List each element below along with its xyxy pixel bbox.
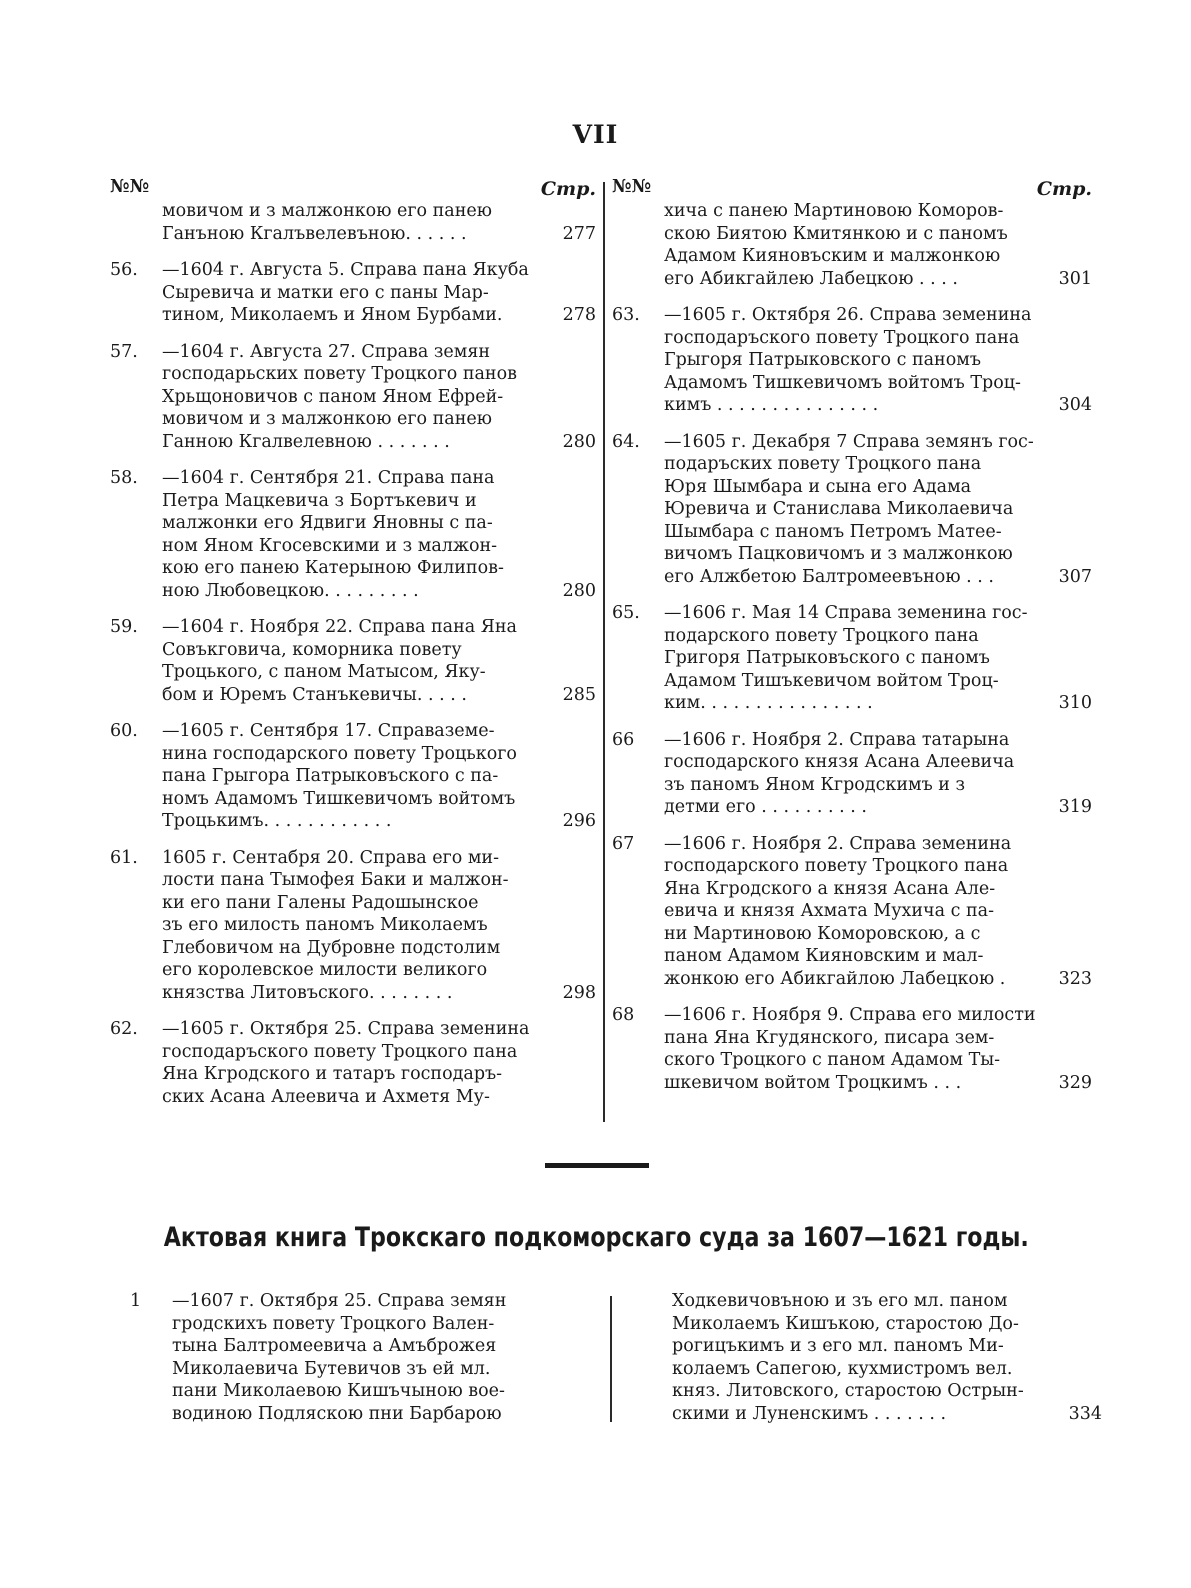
entry-text: хича с панею Мартиновою Коморов- скою Биятою Кмитянкою и с паномъ Адамом Кияновъским и малжонкою его Абикгайлею Лабецкою . . . . (664, 201, 1008, 289)
entry-number: 57. (110, 341, 138, 362)
toc-entry (612, 602, 1092, 715)
entry-page: 278 (562, 305, 596, 325)
entry-page: 329 (1058, 1072, 1092, 1093)
left-column (110, 176, 596, 1122)
entry-text: мовичом и з малжонкою его панею Ганъною Кгалъвелевъною. . . . . . (162, 201, 492, 244)
entry-text: —1606 г. Ноября 2. Справа татарына господарского князя Асана Алеевича зъ паномъ Яном Кгродскимъ и з детми его . . . . . . . . . . (664, 729, 1015, 817)
toc-entry (110, 1018, 596, 1108)
entry-text: —1605 г. Октября 26. Справа земенина господаръского повету Троцкого пана Грыгоря Патрыковского с паномъ Адамомъ Тишкевичомъ войтомъ Троц- кимъ . . . . . . . . . . . . . . . (664, 305, 1032, 415)
entry-text: Ходкевичовъною и зъ его мл. паном Миколаемъ Кишъкою, старостою До- рогицъкимъ и з его мл. паномъ Ми- колаемъ Сапегою, кухмистромъ вел. княз. Литовского, старостою Острын- скими и Луненскимъ . . . . . . . (672, 1291, 1024, 1424)
entry-number: 67 (612, 833, 635, 854)
entry-page: 285 (562, 684, 596, 705)
toc-entry (110, 200, 596, 245)
toc-entry (110, 720, 596, 833)
numbers-label: №№ (110, 176, 150, 197)
page-label: Стр. (1036, 178, 1092, 200)
entry-number: 59. (110, 617, 138, 637)
toc-entry (110, 616, 596, 706)
entry-page: 280 (562, 431, 596, 452)
toc-entry (612, 431, 1092, 589)
entry-text: —1606 г. Ноября 2. Справа земенина господарского повету Троцкого пана Яна Кгродского а князя Асана Але- евича и князя Ахмата Мухича с па- ни Мартиновою Коморовскою, а с паном Адамом Кияновским и мал- жонкою его Абикгайлою Лабецкою . (664, 833, 1012, 989)
entry-page: 298 (562, 982, 596, 1003)
entry-number: 66 (612, 729, 635, 750)
entry-page: 280 (562, 580, 596, 601)
section-divider-rule (545, 1163, 649, 1168)
bottom-right-entry (640, 1290, 1102, 1425)
entry-text: 1605 г. Сентабря 20. Справа его ми- лости пана Тымофея Баки и малжон- ки его пани Галены Радошынское зъ его милость паномъ Миколаемъ Глебовичом на Дубровне подстолим его королевское милости великого князства Литовъского. . . . . . . . (162, 847, 509, 1003)
toc-entry (110, 847, 596, 1005)
entry-text: —1605 г. Декабря 7 Справа земянъ гос- подаръских повету Троцкого пана Юря Шымбара и сына его Адама Юревича и Станислава Миколаевича Шымбара с паномъ Петромъ Матее- вичомъ Пацковичомъ и з малжонкою его Алжбетою Балтромеевъною . . . (664, 431, 1034, 587)
entry-page: 334 (1068, 1403, 1102, 1424)
entry-number: 63. (612, 305, 640, 325)
entry-page: 307 (1058, 566, 1092, 587)
entry-text: —1607 г. Октября 25. Справа земян гродскихъ повету Троцкого Вален- тына Балтромеевича а Амъброжея Миколаевича Бутевичов зъ ей мл. пани Миколаевою Кишъчыною вое- водиною Подляскою пни Барбарою (172, 1291, 507, 1424)
toc-entry (110, 467, 596, 602)
bottom-left-entry (130, 1290, 570, 1425)
entry-text: —1605 г. Октября 25. Справа земенина господаръского повету Троцкого пана Яна Кгродского и татаръ господаръ- ских Асана Алеевича и Ахметя Му- (162, 1019, 530, 1107)
entry-text: —1604 г. Августа 27. Справа земян господарьских повету Троцкого панов Хрьщоновичов с паном Яном Ефрей- мовичом и з малжонкою его панею Ганною Кгалвелевною . . . . . . . (162, 341, 517, 452)
entry-text: —1605 г. Сентября 17. Справаземе- нина господарского повету Троцького пана Грыгора Патрыковъского с па- номъ Адамомъ Тишкевичомъ войтомъ Троцькимъ. . . . . . . . . . . . (162, 721, 517, 831)
entry-number: 64. (612, 431, 640, 452)
numbers-label: №№ (612, 176, 652, 197)
entry-number: 56. (110, 260, 138, 280)
toc-entry (612, 729, 1092, 819)
entry-text: —1606 г. Ноября 9. Справа его милости пана Яна Кгудянского, писара зем- ского Троцкого с паном Адамом Ты- шкевичом войтом Троцкимъ . . . (664, 1005, 1036, 1093)
entry-number: 65. (612, 603, 640, 623)
right-column-header (612, 176, 1092, 200)
entry-page: 319 (1058, 797, 1092, 817)
entry-page: 301 (1058, 268, 1092, 289)
page-label: Стр. (540, 178, 596, 200)
entry-number: 1 (130, 1291, 142, 1311)
entry-number: 62. (110, 1019, 138, 1039)
entry-page: 310 (1058, 693, 1092, 713)
entry-number: 68 (612, 1005, 635, 1025)
toc-entry (110, 341, 596, 454)
entry-text: —1604 г. Августа 5. Справа пана Якуба Сыревича и матки его с паны Мар- тином, Миколаемъ и Яном Бурбами. (162, 260, 529, 325)
toc-entry (612, 304, 1092, 417)
entry-page: 296 (562, 811, 596, 831)
entry-text: —1606 г. Мая 14 Справа земенина гос- подарского повету Троцкого пана Григоря Патрыковъского с паномъ Адамом Тишъкевичом войтом Троц- ким. . . . . . . . . . . . . . . . (664, 603, 1028, 713)
column-divider (603, 182, 605, 1122)
entry-number: 58. (110, 468, 138, 488)
column-divider (610, 1296, 612, 1422)
entry-page: 304 (1058, 395, 1092, 415)
entry-text: —1604 г. Сентября 21. Справа пана Петра Мацкевича з Бортъкевич и малжонки его Ядвиги Яновны с па- ном Яном Кгосевскими и з малжон- кою его панею Катерыною Филипов- ною Любовецкою. . . . . . . . . (162, 468, 504, 601)
toc-entry (612, 1004, 1092, 1094)
toc-entry (612, 833, 1092, 991)
toc-entry (110, 259, 596, 327)
left-column-header (110, 176, 596, 200)
toc-entry (612, 200, 1092, 290)
entry-page: 277 (562, 223, 596, 244)
section-title: Актовая книга Трокскаго подкоморскаго суда за 1607—1621 годы. (163, 1222, 1029, 1253)
entry-number: 61. (110, 847, 138, 868)
entry-text: —1604 г. Ноября 22. Справа пана Яна Совъкговича, коморника повету Троцького, с паном Матысом, Яку- бом и Юремъ Станъкевичы. . . . . (162, 617, 517, 705)
page-number: VII (572, 120, 619, 149)
entry-page: 323 (1058, 968, 1092, 989)
entry-number: 60. (110, 721, 138, 741)
right-column (612, 176, 1092, 1108)
